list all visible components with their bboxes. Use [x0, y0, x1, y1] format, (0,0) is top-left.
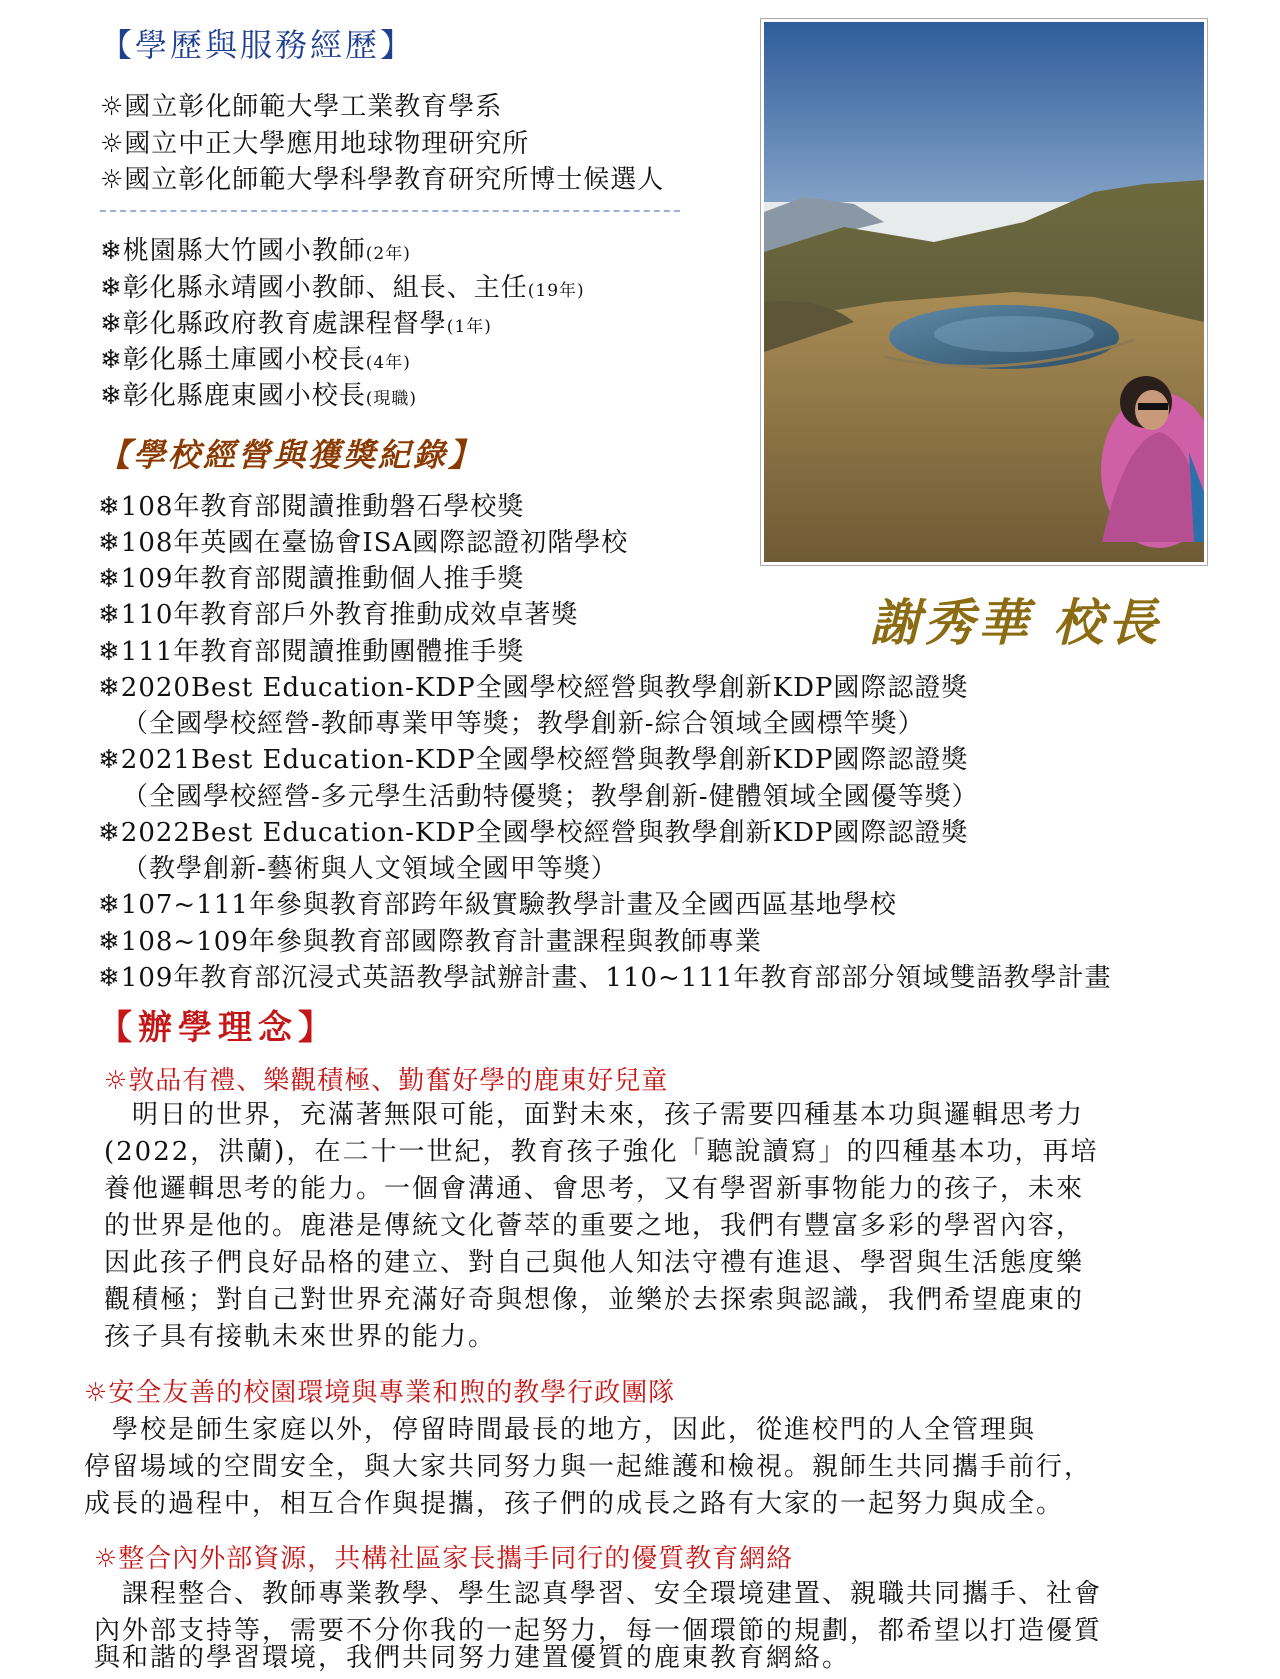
philosophy-title: ☼敦品有禮、樂觀積極、勤奮好學的鹿東好兒童 — [104, 1066, 669, 1096]
service-item: ❄彰化縣永靖國小教師、組長、主任(19年) — [100, 273, 585, 303]
philosophy-line: 課程整合、教師專業教學、學生認真學習、安全環境建置、親職共同攜手、社會 — [94, 1579, 1103, 1609]
philosophy-line: 因此孩子們良好品格的建立、對自己與他人知法守禮有進退、學習與生活態度樂 — [104, 1248, 1085, 1278]
education-item: ☼國立中正大學應用地球物理研究所 — [100, 129, 530, 159]
award-item: ❄108~109年參與教育部國際教育計畫課程與教師專業 — [98, 927, 762, 957]
philosophy-line: (2022，洪蘭)，在二十一世紀，教育孩子強化「聽說讀寫」的四種基本功，再培 — [104, 1137, 1099, 1167]
philosophy-title: ☼整合內外部資源，共構社區家長攜手同行的優質教育網絡 — [94, 1544, 794, 1574]
philosophy-heading: 【辦學理念】 — [98, 1008, 338, 1048]
award-item: ❄109年教育部閱讀推動個人推手獎 — [98, 564, 525, 594]
dashed-divider — [100, 210, 680, 212]
philosophy-line: 停留場域的空間安全，與大家共同努力與一起維護和檢視。親師生共同攜手前行， — [84, 1452, 1093, 1482]
philosophy-line: 內外部支持等，需要不分你我的一起努力，每一個環節的規劃，都希望以打造優質 — [94, 1616, 1103, 1646]
award-item: ❄2021Best Education-KDP全國學校經營與教學創新KDP國際認證獎 — [98, 745, 969, 775]
service-item: ❄彰化縣政府教育處課程督學(1年) — [100, 309, 492, 339]
service-item: ❄桃園縣大竹國小教師(2年) — [100, 236, 411, 266]
awards-heading: 【學校經營與獲獎紀錄】 — [98, 436, 484, 474]
philosophy-line: 觀積極；對自己對世界充滿好奇與想像，並樂於去探索與認識，我們希望鹿東的 — [104, 1285, 1085, 1315]
award-item: ❄2022Best Education-KDP全國學校經營與教學創新KDP國際認證獎 — [98, 818, 969, 848]
philosophy-line: 的世界是他的。鹿港是傳統文化薈萃的重要之地，我們有豐富多彩的學習內容， — [104, 1211, 1085, 1241]
award-item: ❄108年教育部閱讀推動磐石學校獎 — [98, 492, 525, 522]
mountain-lake-photo — [764, 22, 1204, 562]
principal-photo — [760, 18, 1208, 566]
service-item: ❄彰化縣鹿東國小校長(現職) — [100, 381, 418, 411]
education-item: ☼國立彰化師範大學工業教育學系 — [100, 92, 503, 122]
award-item-detail: （教學創新-藝術與人文領域全國甲等獎） — [122, 854, 618, 884]
award-item-detail: （全國學校經營-教師專業甲等獎；教學創新-綜合領域全國標竿獎） — [122, 709, 925, 739]
philosophy-line: 明日的世界，充滿著無限可能，面對未來，孩子需要四種基本功與邏輯思考力 — [104, 1100, 1085, 1130]
philosophy-line: 與和諧的學習環境，我們共同努力建置優質的鹿東教育網絡。 — [94, 1643, 851, 1673]
award-item: ❄2020Best Education-KDP全國學校經營與教學創新KDP國際認證獎 — [98, 673, 969, 703]
award-item-detail: （全國學校經營-多元學生活動特優獎；教學創新-健體領域全國優等獎） — [122, 782, 979, 812]
award-item: ❄109年教育部沉浸式英語教學試辦計畫、110~111年教育部部分領域雙語教學計畫 — [98, 963, 1112, 993]
principal-name: 謝秀華 校長 — [870, 593, 1162, 652]
philosophy-line: 養他邏輯思考的能力。一個會溝通、會思考，又有學習新事物能力的孩子，未來 — [104, 1174, 1085, 1204]
philosophy-line: 成長的過程中，相互合作與提攜，孩子們的成長之路有大家的一起努力與成全。 — [84, 1489, 1065, 1519]
award-item: ❄107~111年參與教育部跨年級實驗教學計畫及全國西區基地學校 — [98, 890, 897, 920]
award-item: ❄111年教育部閱讀推動團體推手獎 — [98, 637, 525, 667]
education-heading: 【學歷與服務經歷】 — [100, 26, 416, 64]
award-item: ❄108年英國在臺協會ISA國際認證初階學校 — [98, 528, 629, 558]
philosophy-line: 學校是師生家庭以外，停留時間最長的地方，因此，從進校門的人全管理與 — [84, 1415, 1037, 1445]
education-item: ☼國立彰化師範大學科學教育研究所博士候選人 — [100, 165, 665, 195]
philosophy-title: ☼安全友善的校園環境與專業和煦的教學行政團隊 — [84, 1378, 676, 1408]
service-item: ❄彰化縣土庫國小校長(4年) — [100, 345, 411, 375]
award-item: ❄110年教育部戶外教育推動成效卓著獎 — [98, 600, 579, 630]
philosophy-line: 孩子具有接軌未來世界的能力。 — [104, 1322, 497, 1352]
